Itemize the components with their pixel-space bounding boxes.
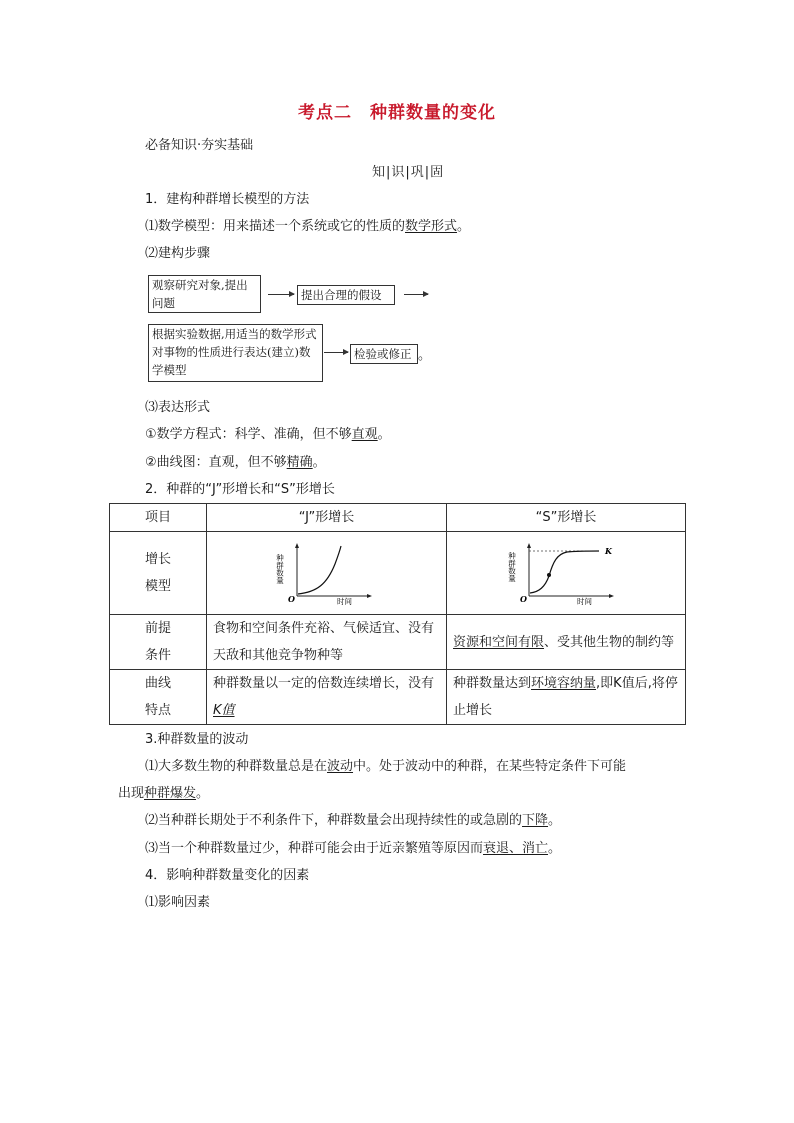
- s1-heading: 1．建构种群增长模型的方法: [145, 192, 310, 207]
- s3-p2: [145, 809, 561, 828]
- row-label-model: 增长模型: [110, 532, 207, 615]
- flow-arrow-3: [324, 352, 348, 353]
- j-x-label: 时间: [336, 597, 352, 606]
- j-conditions: 食物和空间条件充裕、气候适宜、没有天敌和其他竞争物种等: [207, 615, 447, 670]
- j-x-arrow: [367, 594, 372, 598]
- table-header-item: 项目: [110, 504, 207, 532]
- j-feat-text: 种群数量以一定的倍数连续增长，没有: [213, 676, 435, 691]
- j-curve-cell: [207, 532, 447, 615]
- s3-p3-underlined: 衰退、消亡: [483, 841, 549, 856]
- s-cond-underlined: 资源和空间有限: [453, 634, 545, 650]
- flow-arrow-2: [404, 294, 428, 295]
- growth-comparison-table: [109, 503, 686, 725]
- flow-box-hypothesis: 提出合理的假设: [297, 285, 395, 305]
- s3-p1-text: ⑴大多数生物的种群数量总是在: [145, 759, 328, 774]
- row-label-features: 曲线特点: [110, 670, 207, 725]
- s-curve-graph: [507, 542, 621, 606]
- j-y-arrow: [295, 543, 299, 548]
- s1-p4-text: ①数学方程式：科学、准确，但不够: [145, 427, 352, 442]
- row-label-conditions: 前提条件: [110, 615, 207, 670]
- s-y-arrow: [527, 543, 531, 548]
- s3-p1-line2-text: 出现: [118, 786, 145, 801]
- s-curve: [530, 551, 599, 593]
- j-y-label: 种群数量: [275, 554, 284, 584]
- s3-p1-mid: 中。处于波动中的种群，在某些特定条件下可能: [353, 759, 627, 774]
- s3-p3-text: ⑶当一个种群数量过少，种群可能会由于近亲繁殖等原因而: [145, 841, 484, 856]
- s1-p4-underlined: 直观: [351, 427, 378, 442]
- s-x-label: 时间: [577, 597, 592, 606]
- k-label: K: [605, 546, 612, 556]
- s1-p1-text: ⑴数学模型：用来描述一个系统或它的性质的: [145, 219, 406, 234]
- table-header-row: [110, 504, 686, 532]
- s-curve-cell: [447, 532, 686, 615]
- table-header-s: “S”形增长: [447, 504, 686, 532]
- s3-p1-underlined-2: 种群爆发: [144, 786, 197, 801]
- flow-arrow-1: [268, 294, 294, 295]
- s-conditions: [447, 615, 686, 670]
- j-curve-graph: [275, 542, 375, 606]
- table-row-features: [110, 670, 686, 725]
- s-cond-rest: 、受其他生物的制约等: [544, 634, 675, 650]
- s3-p1-line2: [118, 782, 209, 801]
- page-title: 考点二 种群数量的变化: [298, 103, 496, 123]
- s2-heading: 2．种群的“J”形增长和“S”形增长: [145, 482, 335, 497]
- s-x-arrow: [609, 594, 614, 598]
- s-feat-text: 种群数量达到: [453, 676, 532, 691]
- subheader: 知|识|巩|固: [372, 165, 445, 180]
- flow-end-mark: 。: [418, 348, 432, 363]
- s1-p2: ⑵建构步骤: [145, 246, 211, 261]
- flow-box-observe: 观察研究对象,提出问题: [148, 275, 261, 313]
- s3-p2-underlined: 下降: [522, 813, 549, 828]
- s3-p1-line1: [145, 755, 626, 774]
- j-features: [207, 670, 447, 725]
- s1-p4-suffix: 。: [377, 427, 391, 442]
- s1-p5-suffix: 。: [312, 455, 326, 470]
- s3-p2-text: ⑵当种群长期处于不利条件下，种群数量会出现持续性的或急剧的: [145, 813, 523, 828]
- s4-p1: ⑴影响因素: [145, 895, 211, 910]
- s1-p1-underlined: 数学形式: [405, 219, 458, 234]
- s3-heading: 3.种群数量的波动: [145, 732, 249, 747]
- table-header-j: “J”形增长: [207, 504, 447, 532]
- j-curve: [298, 546, 341, 594]
- flow-box-verify: 检验或修正: [350, 344, 418, 364]
- s1-p5: [145, 451, 326, 470]
- section-header: 必备知识·夯实基础: [145, 138, 254, 153]
- s1-p1-suffix: 。: [457, 219, 471, 234]
- s3-p3: [145, 837, 561, 856]
- s1-p5-text: ②曲线图：直观，但不够: [145, 455, 287, 470]
- j-feat-underlined: K值: [213, 703, 235, 718]
- s1-p3: ⑶表达形式: [145, 400, 211, 415]
- s1-p4: [145, 423, 391, 442]
- flow-box-model: 根据实验数据,用适当的数学形式对事物的性质进行表达(建立)数学模型: [148, 324, 323, 382]
- s1-p5-underlined: 精确: [286, 455, 313, 470]
- s-feat-suffix: ,即K值后,将停止增长: [453, 676, 678, 718]
- s3-p1-underlined-1: 波动: [327, 759, 354, 774]
- s1-p1: [145, 215, 470, 234]
- table-row-conditions: [110, 615, 686, 670]
- s3-p1-line2-suffix: 。: [196, 786, 210, 801]
- s-origin: O: [520, 594, 527, 604]
- s3-p3-suffix: 。: [548, 841, 562, 856]
- table-row-model: [110, 532, 686, 615]
- s-y-label: 种群数量: [507, 552, 517, 582]
- inflection-point: [547, 573, 551, 577]
- j-origin: O: [287, 594, 295, 604]
- s-feat-underlined: 环境容纳量: [531, 676, 597, 691]
- s4-heading: 4．影响种群数量变化的因素: [145, 868, 310, 883]
- s3-p2-suffix: 。: [548, 813, 562, 828]
- s-features: [447, 670, 686, 725]
